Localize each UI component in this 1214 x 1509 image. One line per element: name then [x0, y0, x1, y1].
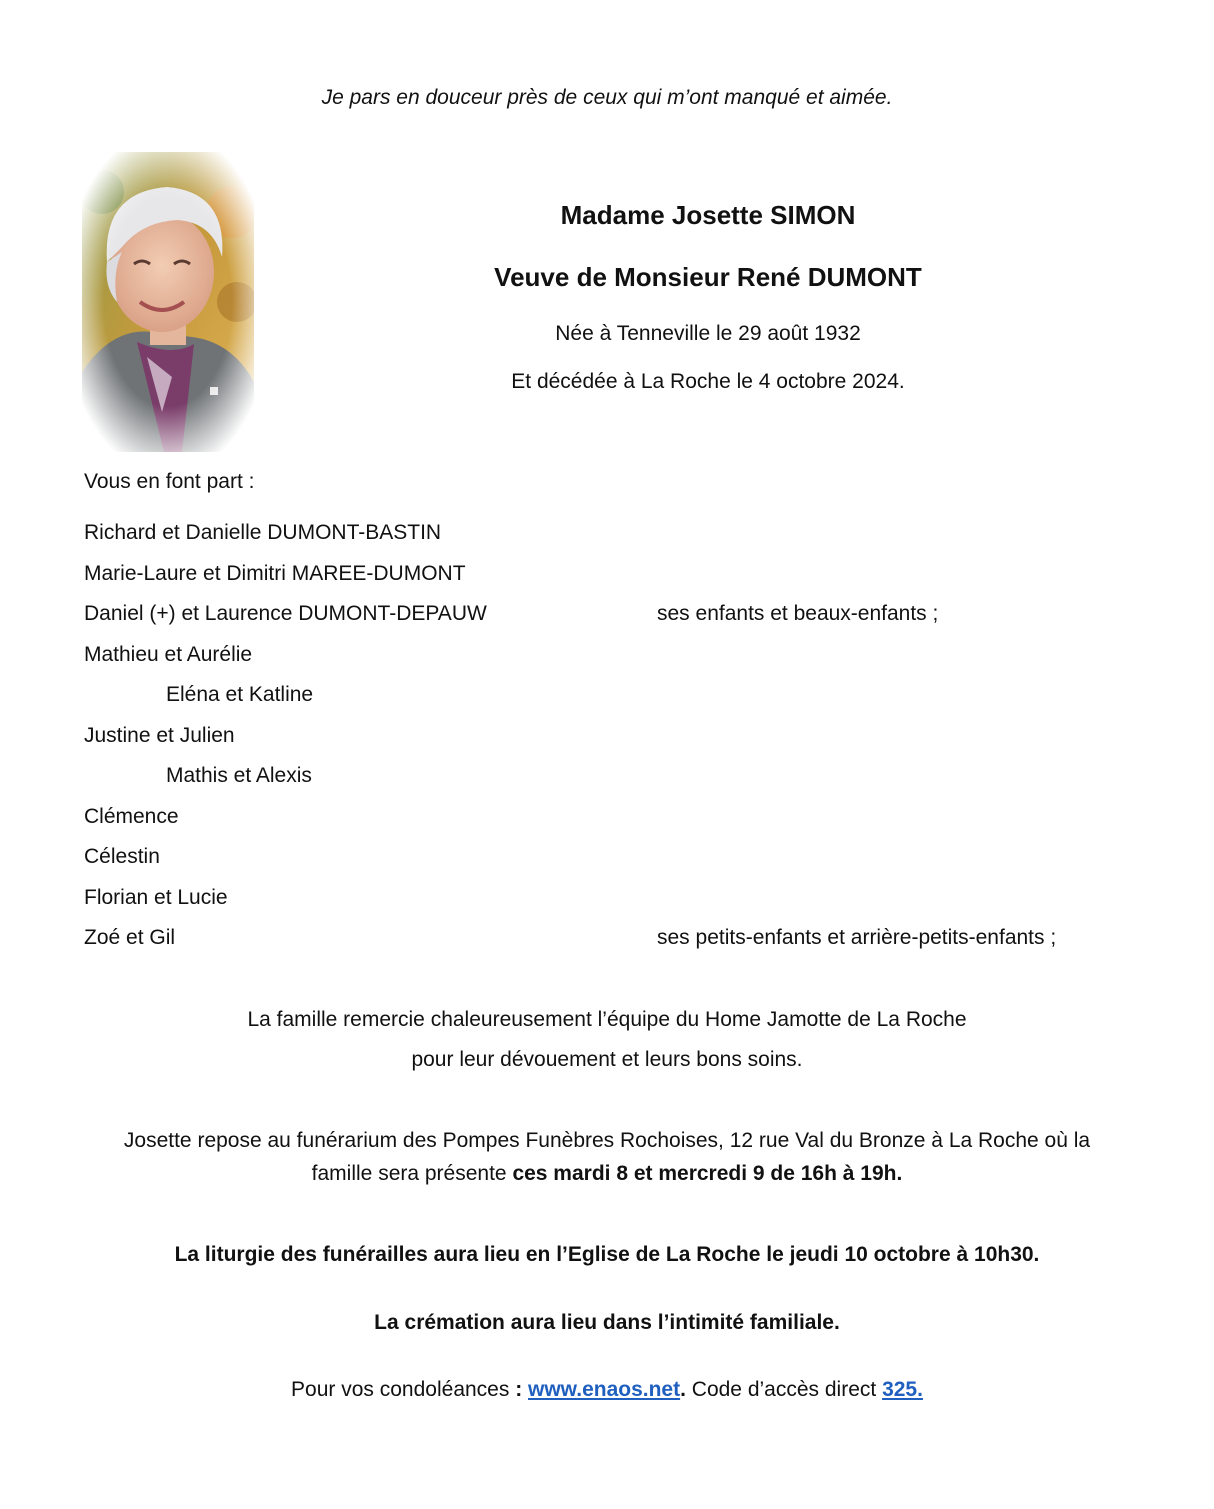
family-member-line: Eléna et Katline [166, 683, 314, 706]
grandchildren-relation: ses petits-enfants et arrière-petits-enfants ; [657, 926, 1057, 949]
family-member-line: Justine et Julien [84, 724, 235, 747]
children-relation: ses enfants et beaux-enfants ; [657, 602, 939, 625]
thanks-line: La famille remercie chaleureusement l’équipe du Home Jamotte de La Roche [247, 1008, 967, 1031]
family-member-line: Mathieu et Aurélie [84, 643, 253, 666]
condolences-prefix: Pour vos condoléances [291, 1378, 516, 1401]
family-member-line: Mathis et Alexis [166, 764, 312, 787]
family-member-line: Marie-Laure et Dimitri MAREE-DUMONT [84, 562, 466, 585]
family-member-line: Richard et Danielle DUMONT-BASTIN [84, 521, 442, 544]
portrait-photo [82, 152, 254, 452]
access-code-label: Code d’accès direct [685, 1378, 883, 1401]
family-member-line: Zoé et Gil [84, 926, 176, 949]
visitation-times: ces mardi 8 et mercredi 9 de 16h à 19h. [512, 1162, 903, 1185]
birth-info: Née à Tenneville le 29 août 1932 [555, 322, 861, 345]
family-member-line: Florian et Lucie [84, 886, 228, 909]
widow-of: Veuve de Monsieur René DUMONT [494, 262, 922, 292]
deceased-name: Madame Josette SIMON [560, 200, 856, 230]
condolences-dot: . [680, 1378, 686, 1401]
repose-info: Josette repose au funérarium des Pompes Funèbres Rochoises, 12 rue Val du Bronze à La Roche où la [123, 1129, 1091, 1152]
repose-info-prefix: famille sera présente [311, 1162, 513, 1185]
condolences-colon: : [515, 1378, 529, 1401]
access-code-link[interactable]: 325. [882, 1378, 923, 1401]
epigraph: Je pars en douceur près de ceux qui m’ont manqué et aimée. [321, 86, 893, 109]
repose-info [0, 1162, 1214, 1186]
family-member-line: Daniel (+) et Laurence DUMONT-DEPAUW [84, 602, 487, 625]
enaos-site-link[interactable]: www.enaos.net [528, 1378, 681, 1401]
death-info: Et décédée à La Roche le 4 octobre 2024. [511, 370, 905, 393]
condolences-line [0, 1378, 1214, 1402]
liturgy-info: La liturgie des funérailles aura lieu en l’Eglise de La Roche le jeudi 10 octobre à 10h30. [174, 1243, 1040, 1266]
announcement-intro: Vous en font part : [84, 470, 255, 493]
family-member-line: Célestin [84, 845, 160, 868]
family-member-line: Clémence [84, 805, 179, 828]
thanks-line: pour leur dévouement et leurs bons soins. [411, 1048, 803, 1071]
cremation-info: La crémation aura lieu dans l’intimité familiale. [374, 1311, 840, 1334]
